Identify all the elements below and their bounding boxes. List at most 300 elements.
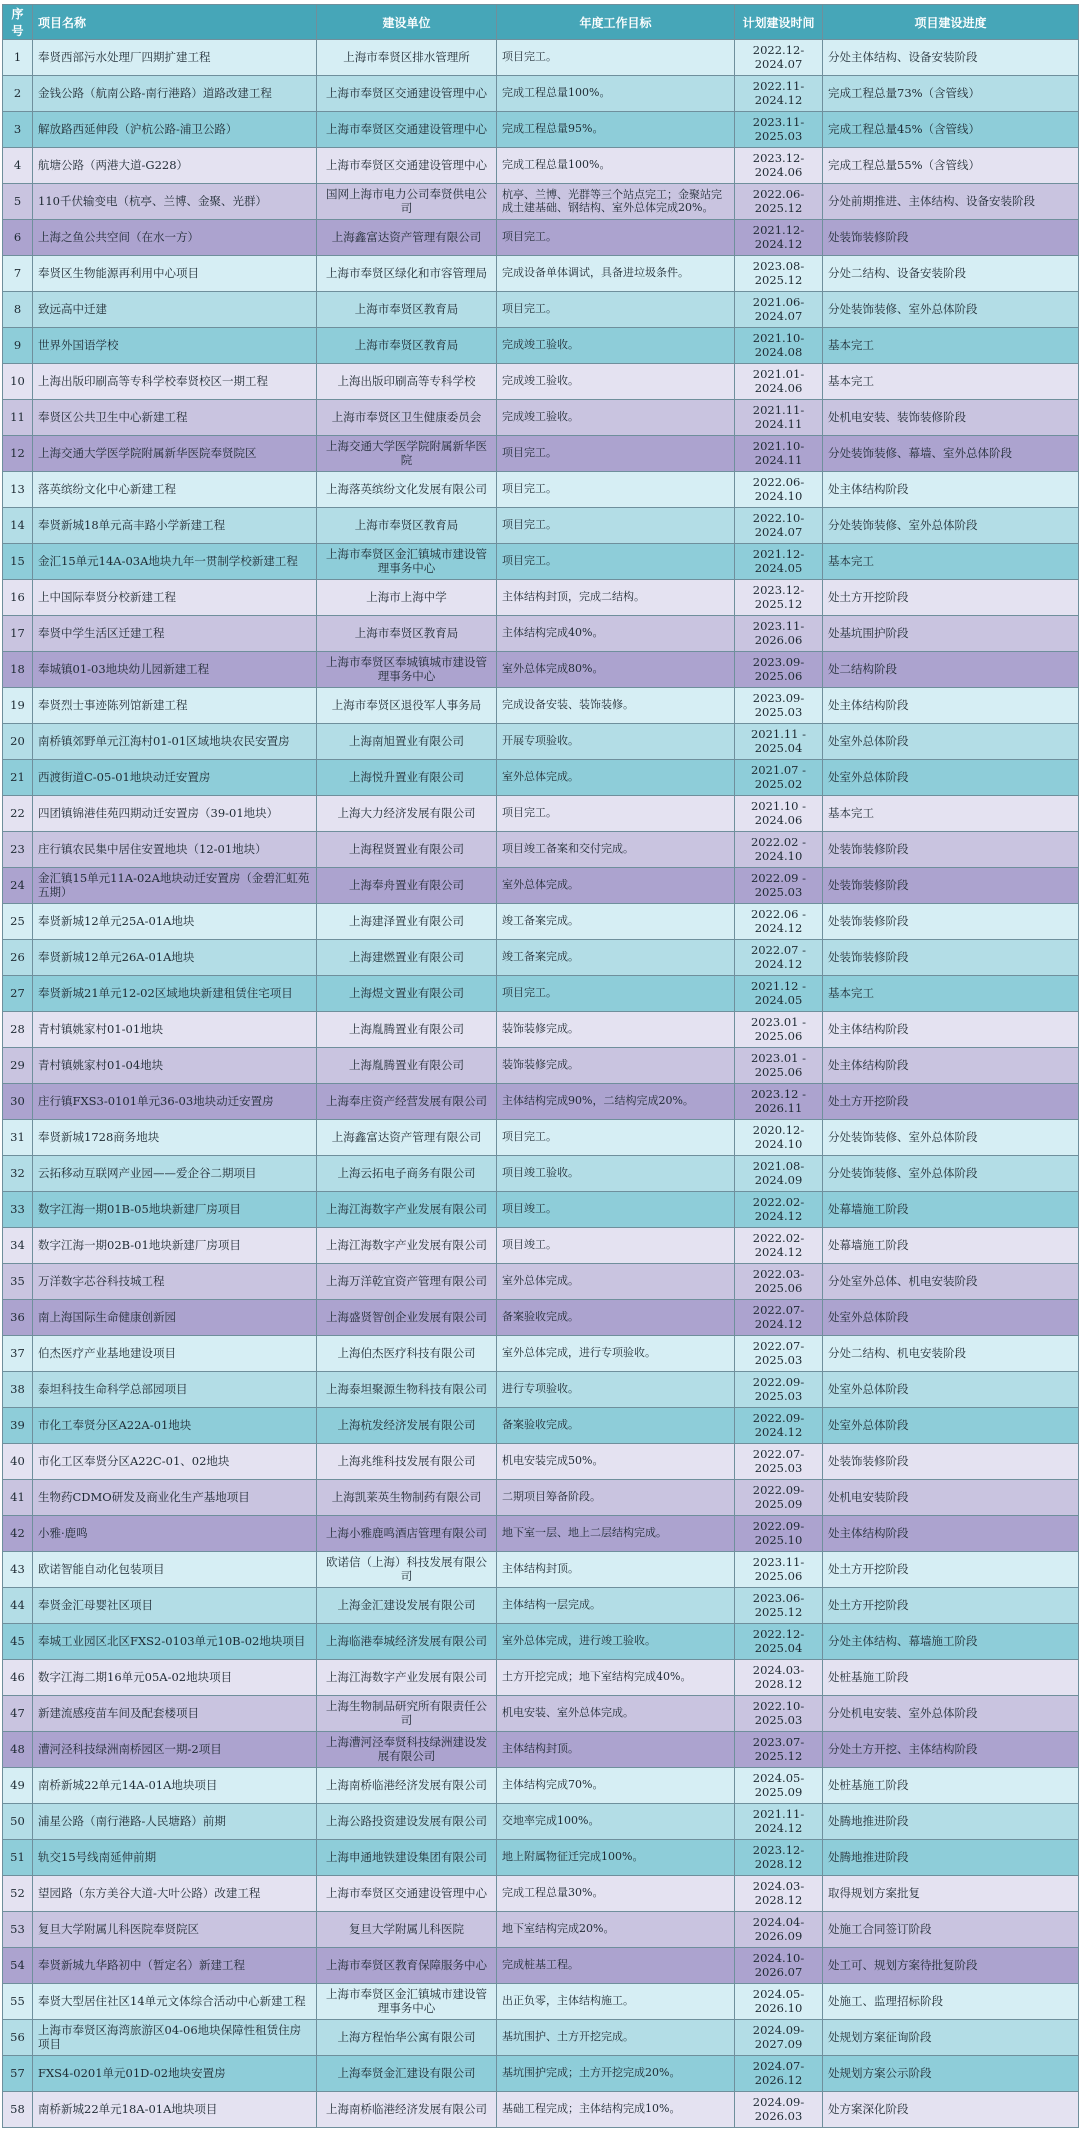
progress-status: 处基坑围护阶段 xyxy=(823,616,1079,652)
progress-status: 处二结构阶段 xyxy=(823,652,1079,688)
annual-goal: 完成设备安装、装饰装修。 xyxy=(497,688,735,724)
project-name: 奉城镇01-03地块幼儿园新建工程 xyxy=(33,652,317,688)
construction-unit: 上海出版印刷高等专科学校 xyxy=(317,364,497,400)
planned-period: 2021.11-2024.12 xyxy=(735,1804,823,1840)
row-index: 20 xyxy=(3,724,33,760)
table-row xyxy=(3,616,1079,652)
row-index: 31 xyxy=(3,1120,33,1156)
progress-status: 处主体结构阶段 xyxy=(823,1516,1079,1552)
header-planned-period: 计划建设时间 xyxy=(735,5,823,40)
project-name: 欧诺智能自动化包装项目 xyxy=(33,1552,317,1588)
row-index: 37 xyxy=(3,1336,33,1372)
progress-status: 处土方开挖阶段 xyxy=(823,1552,1079,1588)
annual-goal: 项目完工。 xyxy=(497,472,735,508)
project-name: 上海市奉贤区海湾旅游区04-06地块保障性租赁住房项目 xyxy=(33,2020,317,2056)
planned-period: 2024.05-2025.09 xyxy=(735,1768,823,1804)
header-annual-goal: 年度工作目标 xyxy=(497,5,735,40)
row-index: 22 xyxy=(3,796,33,832)
progress-status: 处室外总体阶段 xyxy=(823,724,1079,760)
row-index: 25 xyxy=(3,904,33,940)
table-row xyxy=(3,2020,1079,2056)
row-index: 45 xyxy=(3,1624,33,1660)
planned-period: 2023.12 - 2026.11 xyxy=(735,1084,823,1120)
construction-unit: 上海南旭置业有限公司 xyxy=(317,724,497,760)
construction-unit: 上海万洋乾宜资产管理有限公司 xyxy=(317,1264,497,1300)
project-name: 浦星公路（南行港路-人民塘路）前期 xyxy=(33,1804,317,1840)
construction-unit: 上海盛贤智创企业发展有限公司 xyxy=(317,1300,497,1336)
row-index: 1 xyxy=(3,40,33,76)
table-row xyxy=(3,1372,1079,1408)
project-table xyxy=(2,4,1079,2128)
progress-status: 处施工、监理招标阶段 xyxy=(823,1984,1079,2020)
table-row xyxy=(3,1120,1079,1156)
project-name: 南桥镇郊野单元江海村01-01区域地块农民安置房 xyxy=(33,724,317,760)
row-index: 21 xyxy=(3,760,33,796)
progress-status: 处室外总体阶段 xyxy=(823,1372,1079,1408)
annual-goal: 机电安装完成50%。 xyxy=(497,1444,735,1480)
annual-goal: 地上附属物征迁完成100%。 xyxy=(497,1840,735,1876)
progress-status: 分处装饰装修、室外总体阶段 xyxy=(823,292,1079,328)
progress-status: 处幕墙施工阶段 xyxy=(823,1228,1079,1264)
annual-goal: 交地率完成100%。 xyxy=(497,1804,735,1840)
planned-period: 2022.09-2025.09 xyxy=(735,1480,823,1516)
table-row xyxy=(3,1516,1079,1552)
planned-period: 2024.05-2026.10 xyxy=(735,1984,823,2020)
construction-unit: 复旦大学附属儿科医院 xyxy=(317,1912,497,1948)
table-row xyxy=(3,868,1079,904)
annual-goal: 完成竣工验收。 xyxy=(497,328,735,364)
row-index: 32 xyxy=(3,1156,33,1192)
project-name: 金汇镇15单元11A-02A地块动迁安置房（金碧汇虹苑五期） xyxy=(33,868,317,904)
construction-unit: 上海市奉贤区卫生健康委员会 xyxy=(317,400,497,436)
row-index: 35 xyxy=(3,1264,33,1300)
progress-status: 处装饰装修阶段 xyxy=(823,940,1079,976)
annual-goal: 二期项目筹备阶段。 xyxy=(497,1480,735,1516)
table-row xyxy=(3,760,1079,796)
planned-period: 2021.12-2024.12 xyxy=(735,220,823,256)
planned-period: 2022.12-2025.04 xyxy=(735,1624,823,1660)
planned-period: 2021.10-2024.11 xyxy=(735,436,823,472)
construction-unit: 上海市奉贤区金汇镇城市建设管理事务中心 xyxy=(317,544,497,580)
table-row xyxy=(3,1156,1079,1192)
table-row xyxy=(3,1624,1079,1660)
row-index: 44 xyxy=(3,1588,33,1624)
annual-goal: 备案验收完成。 xyxy=(497,1408,735,1444)
table-row xyxy=(3,796,1079,832)
table-row xyxy=(3,1336,1079,1372)
annual-goal: 主体结构封顶，完成二结构。 xyxy=(497,580,735,616)
table-row xyxy=(3,976,1079,1012)
construction-unit: 上海市奉贤区交通建设管理中心 xyxy=(317,148,497,184)
progress-status: 处工可、规划方案待批复阶段 xyxy=(823,1948,1079,1984)
annual-goal: 土方开挖完成；地下室结构完成40%。 xyxy=(497,1660,735,1696)
annual-goal: 主体结构一层完成。 xyxy=(497,1588,735,1624)
planned-period: 2024.09-2026.03 xyxy=(735,2092,823,2128)
planned-period: 2022.07 - 2024.12 xyxy=(735,940,823,976)
row-index: 56 xyxy=(3,2020,33,2056)
project-name: 奉贤区公共卫生中心新建工程 xyxy=(33,400,317,436)
table-row xyxy=(3,652,1079,688)
construction-unit: 上海申通地铁建设集团有限公司 xyxy=(317,1840,497,1876)
table-row xyxy=(3,940,1079,976)
annual-goal: 项目完工。 xyxy=(497,40,735,76)
table-row xyxy=(3,1804,1079,1840)
annual-goal: 项目完工。 xyxy=(497,796,735,832)
planned-period: 2023.08-2025.12 xyxy=(735,256,823,292)
table-row xyxy=(3,580,1079,616)
planned-period: 2023.12-2025.12 xyxy=(735,580,823,616)
project-name: 奉贤新城12单元25A-01A地块 xyxy=(33,904,317,940)
construction-unit: 上海建燃置业有限公司 xyxy=(317,940,497,976)
row-index: 26 xyxy=(3,940,33,976)
annual-goal: 完成竣工验收。 xyxy=(497,400,735,436)
annual-goal: 完成设备单体调试，具备进垃圾条件。 xyxy=(497,256,735,292)
project-name: 数字江海一期02B-01地块新建厂房项目 xyxy=(33,1228,317,1264)
row-index: 17 xyxy=(3,616,33,652)
table-row xyxy=(3,1588,1079,1624)
planned-period: 2023.12-2024.06 xyxy=(735,148,823,184)
progress-status: 取得规划方案批复 xyxy=(823,1876,1079,1912)
construction-unit: 上海程贤置业有限公司 xyxy=(317,832,497,868)
annual-goal: 进行专项验收。 xyxy=(497,1372,735,1408)
construction-unit: 上海杭发经济发展有限公司 xyxy=(317,1408,497,1444)
construction-unit: 上海漕河泾奉贤科技绿洲建设发展有限公司 xyxy=(317,1732,497,1768)
project-name: 奉贤烈士事迹陈列馆新建工程 xyxy=(33,688,317,724)
planned-period: 2021.08-2024.09 xyxy=(735,1156,823,1192)
progress-status: 处腾地推进阶段 xyxy=(823,1840,1079,1876)
construction-unit: 上海市奉贤区教育局 xyxy=(317,328,497,364)
table-row xyxy=(3,256,1079,292)
planned-period: 2023.06-2025.12 xyxy=(735,1588,823,1624)
planned-period: 2022.07-2025.03 xyxy=(735,1444,823,1480)
row-index: 52 xyxy=(3,1876,33,1912)
progress-status: 分处装饰装修、幕墙、室外总体阶段 xyxy=(823,436,1079,472)
project-name: 云拓移动互联网产业园——爱企谷二期项目 xyxy=(33,1156,317,1192)
row-index: 18 xyxy=(3,652,33,688)
progress-status: 处主体结构阶段 xyxy=(823,688,1079,724)
progress-status: 分处装饰装修、室外总体阶段 xyxy=(823,1120,1079,1156)
planned-period: 2022.02 - 2024.10 xyxy=(735,832,823,868)
planned-period: 2023.12-2028.12 xyxy=(735,1840,823,1876)
planned-period: 2023.01 - 2025.06 xyxy=(735,1012,823,1048)
planned-period: 2024.10-2026.07 xyxy=(735,1948,823,1984)
table-row xyxy=(3,184,1079,220)
annual-goal: 室外总体完成。 xyxy=(497,760,735,796)
annual-goal: 项目完工。 xyxy=(497,220,735,256)
construction-unit: 上海云拓电子商务有限公司 xyxy=(317,1156,497,1192)
table-row xyxy=(3,1768,1079,1804)
project-name: 奉贤新城12单元26A-01A地块 xyxy=(33,940,317,976)
row-index: 5 xyxy=(3,184,33,220)
table-header xyxy=(3,5,1079,40)
row-index: 34 xyxy=(3,1228,33,1264)
row-index: 49 xyxy=(3,1768,33,1804)
annual-goal: 项目完工。 xyxy=(497,544,735,580)
project-name: 伯杰医疗产业基地建设项目 xyxy=(33,1336,317,1372)
annual-goal: 地下室一层、地上二层结构完成。 xyxy=(497,1516,735,1552)
progress-status: 分处主体结构、幕墙施工阶段 xyxy=(823,1624,1079,1660)
progress-status: 完成工程总量73%（含管线） xyxy=(823,76,1079,112)
progress-status: 处装饰装修阶段 xyxy=(823,1444,1079,1480)
annual-goal: 项目竣工备案和交付完成。 xyxy=(497,832,735,868)
planned-period: 2022.11-2024.12 xyxy=(735,76,823,112)
annual-goal: 完成工程总量100%。 xyxy=(497,148,735,184)
row-index: 51 xyxy=(3,1840,33,1876)
annual-goal: 主体结构完成40%。 xyxy=(497,616,735,652)
construction-unit: 上海悦升置业有限公司 xyxy=(317,760,497,796)
construction-unit: 上海凯莱英生物制药有限公司 xyxy=(317,1480,497,1516)
table-row xyxy=(3,1012,1079,1048)
table-row xyxy=(3,1984,1079,2020)
construction-unit: 上海小雅鹿鸣酒店管理有限公司 xyxy=(317,1516,497,1552)
planned-period: 2022.06-2025.12 xyxy=(735,184,823,220)
project-name: 青村镇姚家村01-04地块 xyxy=(33,1048,317,1084)
planned-period: 2023.11-2025.03 xyxy=(735,112,823,148)
progress-status: 处施工合同签订阶段 xyxy=(823,1912,1079,1948)
planned-period: 2024.03-2028.12 xyxy=(735,1876,823,1912)
annual-goal: 开展专项验收。 xyxy=(497,724,735,760)
progress-status: 处室外总体阶段 xyxy=(823,1300,1079,1336)
planned-period: 2022.09-2024.12 xyxy=(735,1408,823,1444)
construction-unit: 上海临港奉城经济发展有限公司 xyxy=(317,1624,497,1660)
planned-period: 2022.07-2024.12 xyxy=(735,1300,823,1336)
planned-period: 2020.12-2024.10 xyxy=(735,1120,823,1156)
planned-period: 2024.04-2026.09 xyxy=(735,1912,823,1948)
table-row xyxy=(3,2056,1079,2092)
project-name: 青村镇姚家村01-01地块 xyxy=(33,1012,317,1048)
project-name: 解放路西延伸段（沪杭公路-浦卫公路） xyxy=(33,112,317,148)
table-row xyxy=(3,1732,1079,1768)
project-name: 南上海国际生命健康创新园 xyxy=(33,1300,317,1336)
row-index: 48 xyxy=(3,1732,33,1768)
planned-period: 2021.01-2024.06 xyxy=(735,364,823,400)
planned-period: 2023.09-2025.06 xyxy=(735,652,823,688)
project-name: 奉贤区生物能源再利用中心项目 xyxy=(33,256,317,292)
header-project-name: 项目名称 xyxy=(33,5,317,40)
row-index: 10 xyxy=(3,364,33,400)
progress-status: 处方案深化阶段 xyxy=(823,2092,1079,2128)
annual-goal: 主体结构完成90%，二结构完成20%。 xyxy=(497,1084,735,1120)
row-index: 40 xyxy=(3,1444,33,1480)
table-row xyxy=(3,76,1079,112)
construction-unit: 欧诺信（上海）科技发展有限公司 xyxy=(317,1552,497,1588)
progress-status: 处主体结构阶段 xyxy=(823,1048,1079,1084)
row-index: 23 xyxy=(3,832,33,868)
progress-status: 基本完工 xyxy=(823,976,1079,1012)
progress-status: 处装饰装修阶段 xyxy=(823,832,1079,868)
construction-unit: 上海煜文置业有限公司 xyxy=(317,976,497,1012)
annual-goal: 竣工备案完成。 xyxy=(497,904,735,940)
project-name: 奉贤中学生活区迁建工程 xyxy=(33,616,317,652)
row-index: 29 xyxy=(3,1048,33,1084)
progress-status: 处幕墙施工阶段 xyxy=(823,1192,1079,1228)
construction-unit: 上海江海数字产业发展有限公司 xyxy=(317,1192,497,1228)
row-index: 39 xyxy=(3,1408,33,1444)
project-name: 奉贤新城18单元高丰路小学新建工程 xyxy=(33,508,317,544)
project-name: 数字江海二期16单元05A-02地块项目 xyxy=(33,1660,317,1696)
table-row xyxy=(3,688,1079,724)
table-row xyxy=(3,1660,1079,1696)
project-name: 奉贤西部污水处理厂四期扩建工程 xyxy=(33,40,317,76)
table-row xyxy=(3,148,1079,184)
row-index: 47 xyxy=(3,1696,33,1732)
row-index: 43 xyxy=(3,1552,33,1588)
row-index: 8 xyxy=(3,292,33,328)
annual-goal: 室外总体完成，进行竣工验收。 xyxy=(497,1624,735,1660)
construction-unit: 上海建泽置业有限公司 xyxy=(317,904,497,940)
row-index: 41 xyxy=(3,1480,33,1516)
progress-status: 分处二结构、机电安装阶段 xyxy=(823,1336,1079,1372)
project-name: 庄行镇农民集中居住安置地块（12-01地块） xyxy=(33,832,317,868)
table-row xyxy=(3,112,1079,148)
row-index: 28 xyxy=(3,1012,33,1048)
progress-status: 处装饰装修阶段 xyxy=(823,904,1079,940)
construction-unit: 上海市奉贤区交通建设管理中心 xyxy=(317,112,497,148)
row-index: 6 xyxy=(3,220,33,256)
row-index: 4 xyxy=(3,148,33,184)
construction-unit: 上海奉庄资产经营发展有限公司 xyxy=(317,1084,497,1120)
project-name: 致远高中迁建 xyxy=(33,292,317,328)
table-row xyxy=(3,1264,1079,1300)
construction-unit: 上海落英缤纷文化发展有限公司 xyxy=(317,472,497,508)
table-row xyxy=(3,1084,1079,1120)
table-row xyxy=(3,1192,1079,1228)
row-index: 15 xyxy=(3,544,33,580)
annual-goal: 机电安装、室外总体完成。 xyxy=(497,1696,735,1732)
progress-status: 分处土方开挖、主体结构阶段 xyxy=(823,1732,1079,1768)
construction-unit: 上海伯杰医疗科技有限公司 xyxy=(317,1336,497,1372)
planned-period: 2022.12-2024.07 xyxy=(735,40,823,76)
progress-status: 处室外总体阶段 xyxy=(823,760,1079,796)
planned-period: 2021.10 - 2024.06 xyxy=(735,796,823,832)
planned-period: 2022.07-2025.03 xyxy=(735,1336,823,1372)
project-name: 奉贤大型居住社区14单元文体综合活动中心新建工程 xyxy=(33,1984,317,2020)
table-row xyxy=(3,1696,1079,1732)
planned-period: 2023.11-2026.06 xyxy=(735,616,823,652)
progress-status: 完成工程总量45%（含管线） xyxy=(823,112,1079,148)
project-name: 上海出版印刷高等专科学校奉贤校区一期工程 xyxy=(33,364,317,400)
annual-goal: 装饰装修完成。 xyxy=(497,1012,735,1048)
annual-goal: 项目完工。 xyxy=(497,976,735,1012)
planned-period: 2022.06-2024.10 xyxy=(735,472,823,508)
planned-period: 2021.10-2024.08 xyxy=(735,328,823,364)
project-name: 庄行镇FXS3-0101单元36-03地块动迁安置房 xyxy=(33,1084,317,1120)
planned-period: 2022.10-2025.03 xyxy=(735,1696,823,1732)
planned-period: 2023.09-2025.03 xyxy=(735,688,823,724)
annual-goal: 装饰装修完成。 xyxy=(497,1048,735,1084)
construction-unit: 上海市奉贤区退役军人事务局 xyxy=(317,688,497,724)
table-row xyxy=(3,436,1079,472)
progress-status: 分处装饰装修、室外总体阶段 xyxy=(823,508,1079,544)
annual-goal: 完成工程总量100%。 xyxy=(497,76,735,112)
table-row xyxy=(3,832,1079,868)
row-index: 50 xyxy=(3,1804,33,1840)
planned-period: 2022.03-2025.06 xyxy=(735,1264,823,1300)
progress-status: 处装饰装修阶段 xyxy=(823,220,1079,256)
annual-goal: 基坑围护完成；土方开挖完成20%。 xyxy=(497,2056,735,2092)
row-index: 54 xyxy=(3,1948,33,1984)
progress-status: 处桩基施工阶段 xyxy=(823,1768,1079,1804)
planned-period: 2024.09-2027.09 xyxy=(735,2020,823,2056)
table-row xyxy=(3,1300,1079,1336)
table-row xyxy=(3,1840,1079,1876)
planned-period: 2023.01 - 2025.06 xyxy=(735,1048,823,1084)
row-index: 19 xyxy=(3,688,33,724)
project-name: 四团镇锦港佳苑四期动迁安置房（39-01地块） xyxy=(33,796,317,832)
construction-unit: 上海南桥临港经济发展有限公司 xyxy=(317,2092,497,2128)
project-name: 复旦大学附属儿科医院奉贤院区 xyxy=(33,1912,317,1948)
annual-goal: 主体结构完成70%。 xyxy=(497,1768,735,1804)
construction-unit: 上海市奉贤区教育局 xyxy=(317,616,497,652)
table-row xyxy=(3,508,1079,544)
project-name: 上中国际奉贤分校新建工程 xyxy=(33,580,317,616)
table-row xyxy=(3,1048,1079,1084)
planned-period: 2022.06 - 2024.12 xyxy=(735,904,823,940)
project-name: 漕河泾科技绿洲南桥园区一期-2项目 xyxy=(33,1732,317,1768)
table-row xyxy=(3,1408,1079,1444)
annual-goal: 杭亭、兰博、光群等三个站点完工；金聚站完成土建基础、钢结构、室外总体完成20%。 xyxy=(497,184,735,220)
progress-status: 基本完工 xyxy=(823,544,1079,580)
annual-goal: 完成竣工验收。 xyxy=(497,364,735,400)
row-index: 57 xyxy=(3,2056,33,2092)
table-row xyxy=(3,40,1079,76)
construction-unit: 上海兆维科技发展有限公司 xyxy=(317,1444,497,1480)
annual-goal: 项目完工。 xyxy=(497,436,735,472)
annual-goal: 室外总体完成80%。 xyxy=(497,652,735,688)
table-row xyxy=(3,1480,1079,1516)
planned-period: 2023.07-2025.12 xyxy=(735,1732,823,1768)
annual-goal: 备案验收完成。 xyxy=(497,1300,735,1336)
row-index: 2 xyxy=(3,76,33,112)
row-index: 24 xyxy=(3,868,33,904)
table-row xyxy=(3,364,1079,400)
row-index: 9 xyxy=(3,328,33,364)
annual-goal: 项目竣工。 xyxy=(497,1228,735,1264)
row-index: 13 xyxy=(3,472,33,508)
project-name: 生物药CDMO研发及商业化生产基地项目 xyxy=(33,1480,317,1516)
row-index: 30 xyxy=(3,1084,33,1120)
table-row xyxy=(3,472,1079,508)
progress-status: 处室外总体阶段 xyxy=(823,1408,1079,1444)
annual-goal: 竣工备案完成。 xyxy=(497,940,735,976)
annual-goal: 室外总体完成。 xyxy=(497,868,735,904)
progress-status: 处主体结构阶段 xyxy=(823,472,1079,508)
construction-unit: 上海大力经济发展有限公司 xyxy=(317,796,497,832)
project-name: 上海交通大学医学院附属新华医院奉贤院区 xyxy=(33,436,317,472)
progress-status: 分处二结构、设备安装阶段 xyxy=(823,256,1079,292)
row-index: 14 xyxy=(3,508,33,544)
planned-period: 2021.06-2024.07 xyxy=(735,292,823,328)
project-name: 奉贤新城九华路初中（暂定名）新建工程 xyxy=(33,1948,317,1984)
annual-goal: 项目竣工验收。 xyxy=(497,1156,735,1192)
planned-period: 2021.11-2024.11 xyxy=(735,400,823,436)
project-name: 金汇15单元14A-03A地块九年一贯制学校新建工程 xyxy=(33,544,317,580)
table-row xyxy=(3,544,1079,580)
table-row xyxy=(3,328,1079,364)
construction-unit: 上海市奉贤区交通建设管理中心 xyxy=(317,76,497,112)
construction-unit: 上海江海数字产业发展有限公司 xyxy=(317,1228,497,1264)
construction-unit: 上海市奉贤区金汇镇城市建设管理事务中心 xyxy=(317,1984,497,2020)
project-name: 数字江海一期01B-05地块新建厂房项目 xyxy=(33,1192,317,1228)
row-index: 58 xyxy=(3,2092,33,2128)
annual-goal: 项目完工。 xyxy=(497,292,735,328)
progress-status: 分处主体结构、设备安装阶段 xyxy=(823,40,1079,76)
row-index: 42 xyxy=(3,1516,33,1552)
progress-status: 处桩基施工阶段 xyxy=(823,1660,1079,1696)
annual-goal: 项目完工。 xyxy=(497,1120,735,1156)
construction-unit: 上海江海数字产业发展有限公司 xyxy=(317,1660,497,1696)
row-index: 7 xyxy=(3,256,33,292)
